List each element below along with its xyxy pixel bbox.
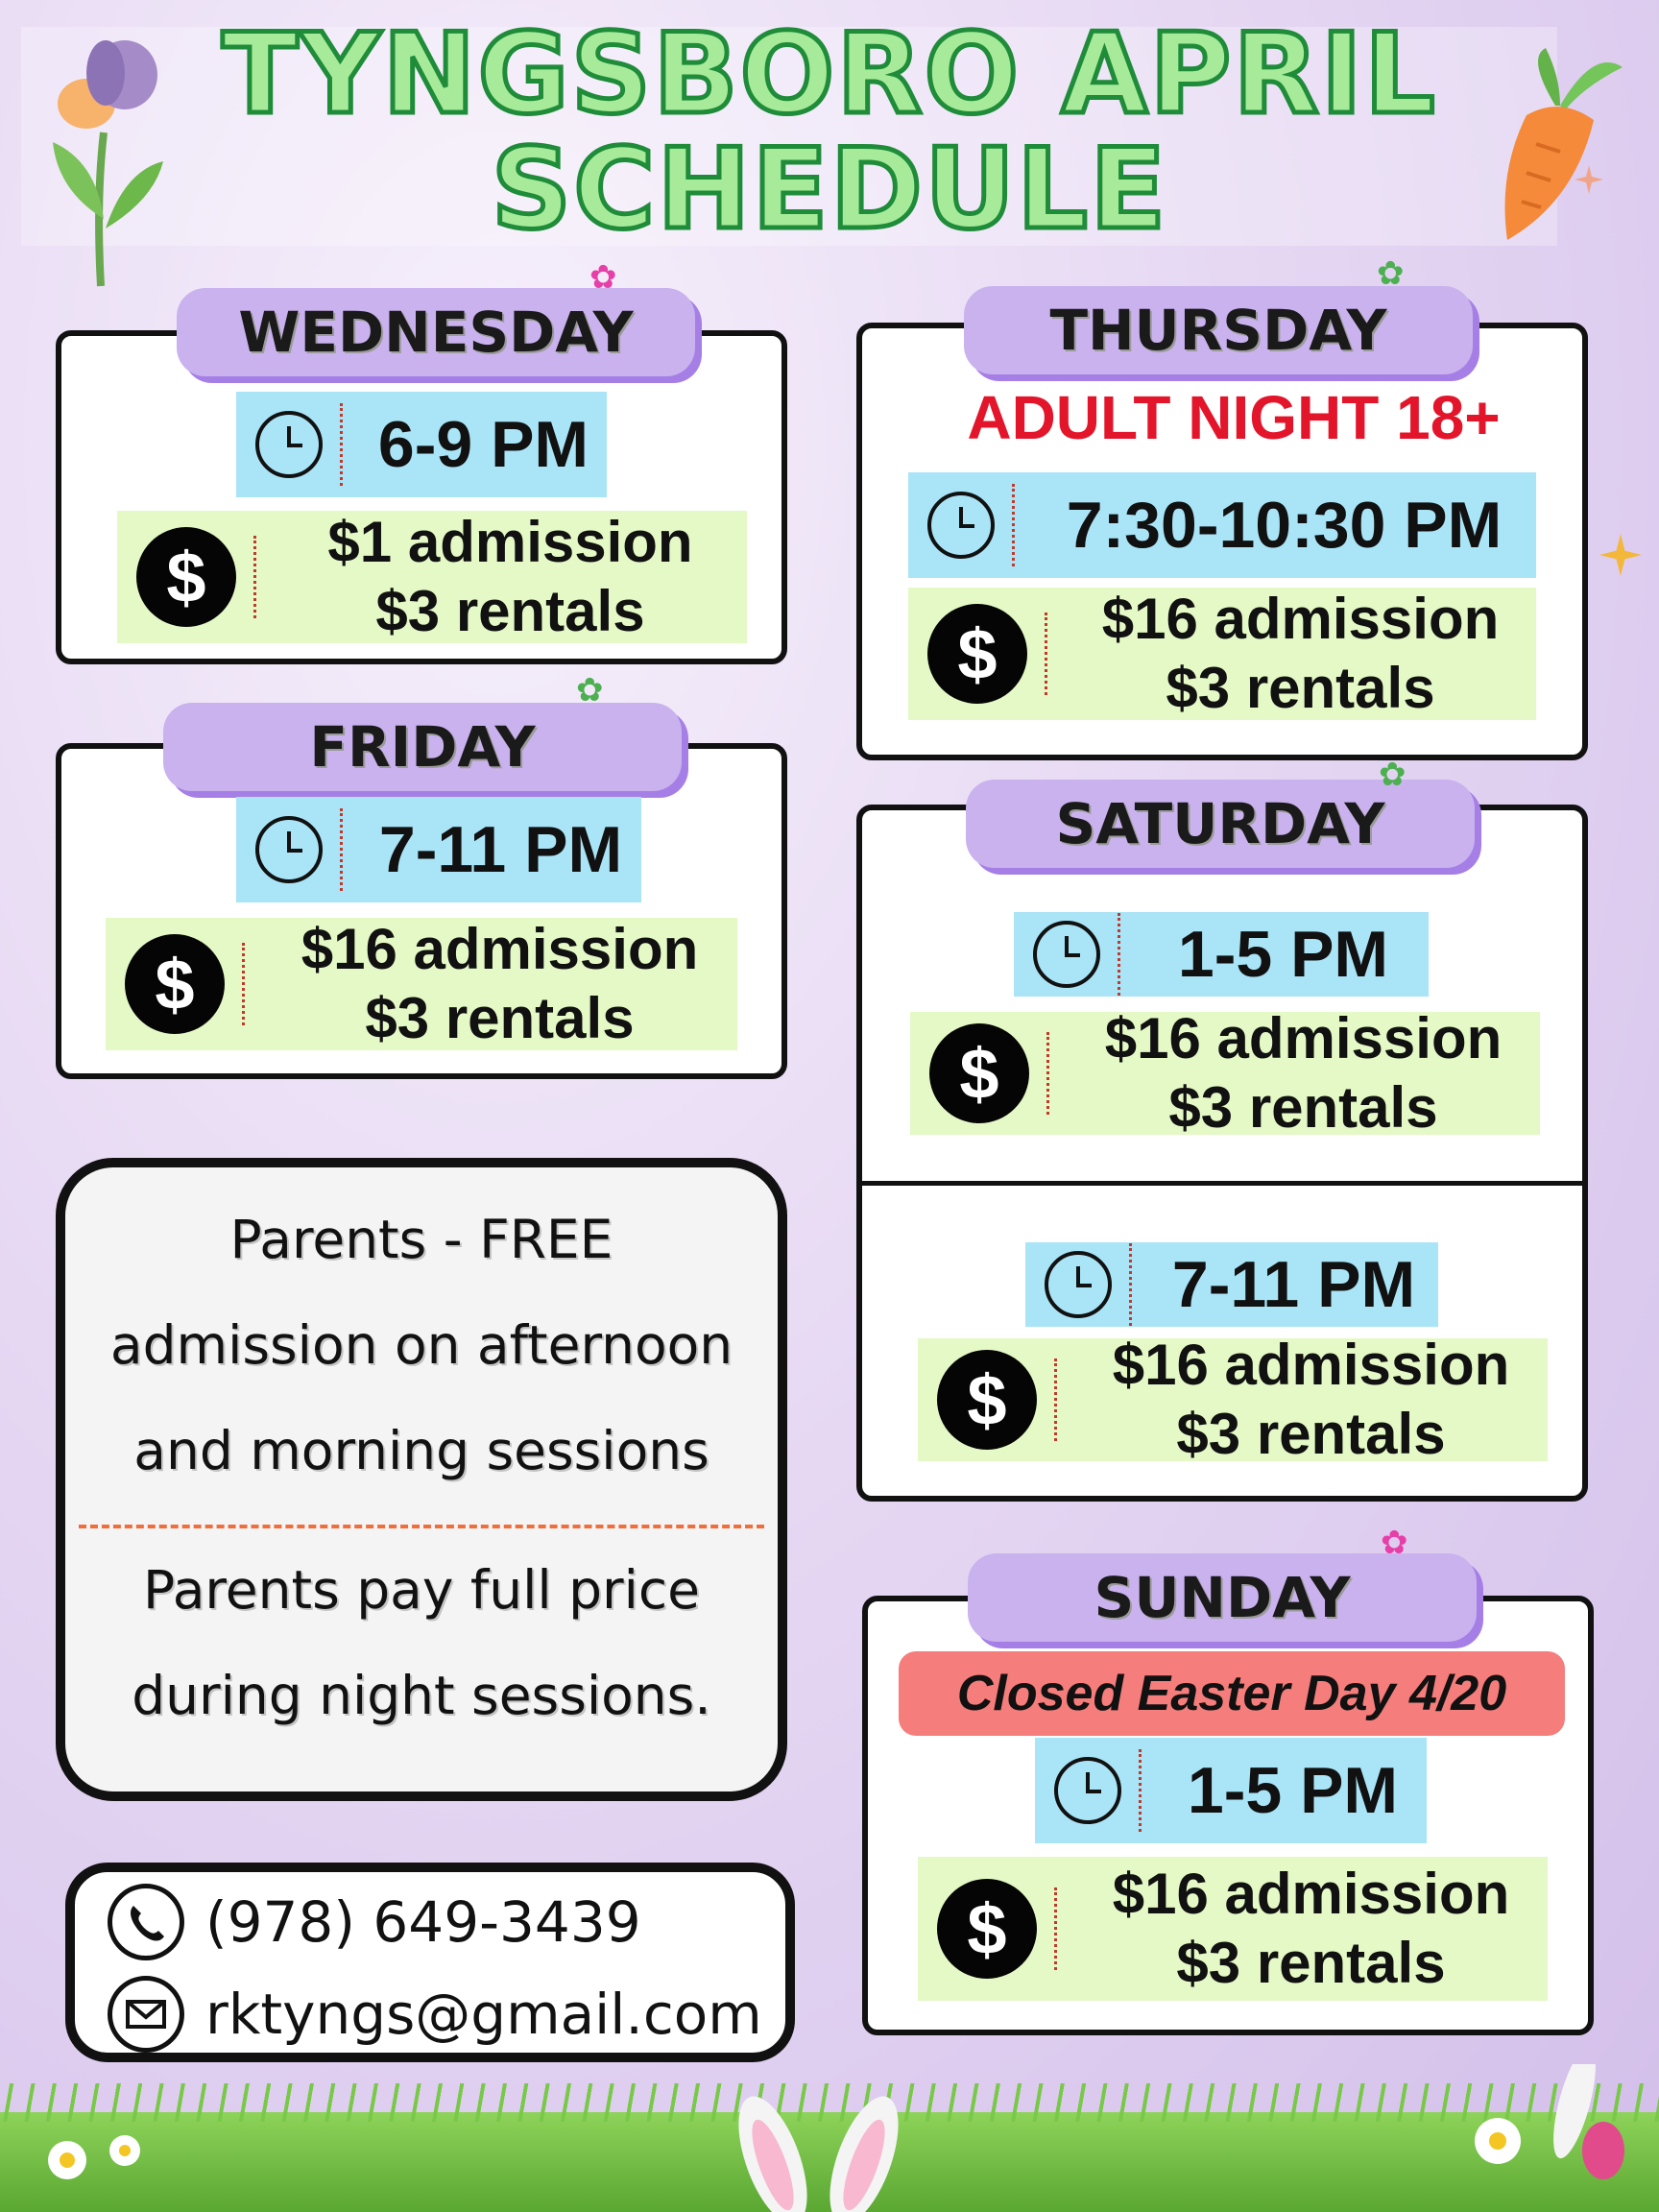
- saturday-session-2-price-text: [1074, 1331, 1548, 1469]
- thursday-price-text: [1065, 585, 1536, 723]
- friday-price: [106, 918, 737, 1050]
- clock-icon: [1033, 921, 1100, 988]
- divider: [1118, 913, 1120, 996]
- flowers-illustration: [29, 2112, 173, 2212]
- divider: [1054, 1887, 1057, 1970]
- sparkle-icon: [1599, 534, 1642, 576]
- sunday-time: [1035, 1738, 1427, 1843]
- saturday-session-1-rentals: $3 rentals: [1168, 1075, 1438, 1140]
- adult-night-label: ADULT NIGHT 18+: [967, 383, 1501, 452]
- friday-admission: $16 admission: [301, 917, 699, 981]
- phone-row[interactable]: [108, 1882, 641, 1962]
- wednesday-time: [236, 392, 607, 497]
- friday-price-text: [262, 915, 737, 1053]
- dollar-icon: $: [929, 1023, 1029, 1123]
- friday-tab: FRIDAY: [163, 703, 682, 791]
- contact-box: [65, 1863, 795, 2062]
- thursday-rentals: $3 rentals: [1166, 656, 1435, 720]
- thursday-time: [908, 472, 1536, 578]
- whatsapp-phone-icon: [108, 1884, 184, 1960]
- flower-decoration: ✿: [1381, 1525, 1408, 1561]
- saturday-session-2-admission: $16 admission: [1112, 1333, 1510, 1397]
- dollar-icon: $: [937, 1350, 1037, 1450]
- saturday-session-1-time: [1014, 912, 1429, 997]
- wednesday-time-text: 6-9 PM: [377, 408, 589, 481]
- divider: [1139, 1749, 1142, 1832]
- flower-decoration: ✿: [576, 672, 604, 709]
- flower-decoration: ✿: [589, 259, 617, 296]
- thursday-time-text: 7:30-10:30 PM: [1066, 489, 1503, 562]
- wednesday-price-text: [274, 508, 747, 646]
- divider: [1054, 1358, 1057, 1441]
- divider: [340, 403, 343, 486]
- envelope-icon: [108, 1976, 184, 2053]
- clock-icon: [255, 816, 323, 883]
- dollar-icon: $: [125, 934, 225, 1034]
- title-line-1: TYNGSBORO APRIL: [222, 10, 1437, 139]
- closed-easter-notice: Closed Easter Day 4/20: [899, 1651, 1565, 1736]
- bunny-ears-illustration: [720, 2083, 912, 2212]
- info-line-4: Parents pay full price: [143, 1559, 700, 1621]
- divider: [340, 808, 343, 891]
- info-line-1: Parents - FREE: [229, 1209, 613, 1270]
- saturday-session-1-price: [910, 1006, 1540, 1140]
- saturday-tab: SATURDAY: [966, 780, 1475, 868]
- phone-number: (978) 649-3439: [205, 1889, 641, 1955]
- thursday-tab: THURSDAY: [964, 286, 1473, 374]
- clock-icon: [1045, 1251, 1112, 1318]
- flower-decoration: ✿: [1377, 255, 1405, 292]
- title-line-2: SCHEDULE: [491, 125, 1168, 254]
- divider: [1012, 484, 1015, 566]
- parents-pay-text: [65, 1537, 778, 1748]
- divider: [253, 536, 256, 618]
- thursday-price: [908, 588, 1536, 720]
- sunday-rentals: $3 rentals: [1176, 1931, 1446, 1995]
- wednesday-tab: WEDNESDAY: [177, 288, 695, 376]
- saturday-session-1-price-text: [1067, 1004, 1540, 1142]
- friday-time: [236, 797, 641, 902]
- divider: [242, 943, 245, 1025]
- friday-rentals: $3 rentals: [365, 986, 635, 1050]
- clock-icon: [1054, 1757, 1121, 1824]
- sunday-tab: SUNDAY: [968, 1553, 1477, 1642]
- dollar-icon: $: [927, 604, 1027, 704]
- info-line-5: during night sessions.: [132, 1665, 711, 1726]
- email-address: rktyngs@gmail.com: [205, 1982, 762, 2047]
- wednesday-admission: $1 admission: [327, 510, 693, 574]
- friday-time-text: 7-11 PM: [378, 813, 623, 886]
- dashed-divider: [79, 1525, 764, 1528]
- saturday-session-2-time: [1025, 1242, 1438, 1327]
- dollar-icon: $: [937, 1879, 1037, 1979]
- saturday-session-1-admission: $16 admission: [1104, 1006, 1503, 1070]
- wednesday-rentals: $3 rentals: [375, 579, 645, 643]
- sunday-price-text: [1074, 1860, 1548, 1998]
- flower-decoration: ✿: [1379, 757, 1407, 793]
- divider: [1046, 1032, 1049, 1115]
- saturday-divider: [862, 1181, 1582, 1186]
- parents-free-text: [65, 1187, 778, 1503]
- thursday-admission: $16 admission: [1101, 587, 1500, 651]
- info-line-3: and morning sessions: [133, 1420, 709, 1481]
- divider: [1045, 613, 1047, 695]
- sunday-admission: $16 admission: [1112, 1862, 1510, 1926]
- divider: [1129, 1243, 1132, 1326]
- sunday-price: [918, 1857, 1548, 2001]
- parents-info-box: [56, 1158, 787, 1801]
- sunday-time-text: 1-5 PM: [1187, 1754, 1399, 1827]
- email-row[interactable]: [108, 1974, 762, 2055]
- saturday-session-2-price: [918, 1333, 1548, 1466]
- wednesday-price: [117, 511, 747, 643]
- saturday-session-1-time-text: 1-5 PM: [1177, 918, 1389, 991]
- flowers-illustration: [1440, 2064, 1651, 2212]
- page-title: [0, 10, 1659, 254]
- info-line-2: admission on afternoon: [109, 1314, 733, 1376]
- clock-icon: [927, 492, 995, 559]
- clock-icon: [255, 411, 323, 478]
- saturday-session-2-rentals: $3 rentals: [1176, 1402, 1446, 1466]
- saturday-session-2-time-text: 7-11 PM: [1171, 1248, 1416, 1321]
- dollar-icon: $: [136, 527, 236, 627]
